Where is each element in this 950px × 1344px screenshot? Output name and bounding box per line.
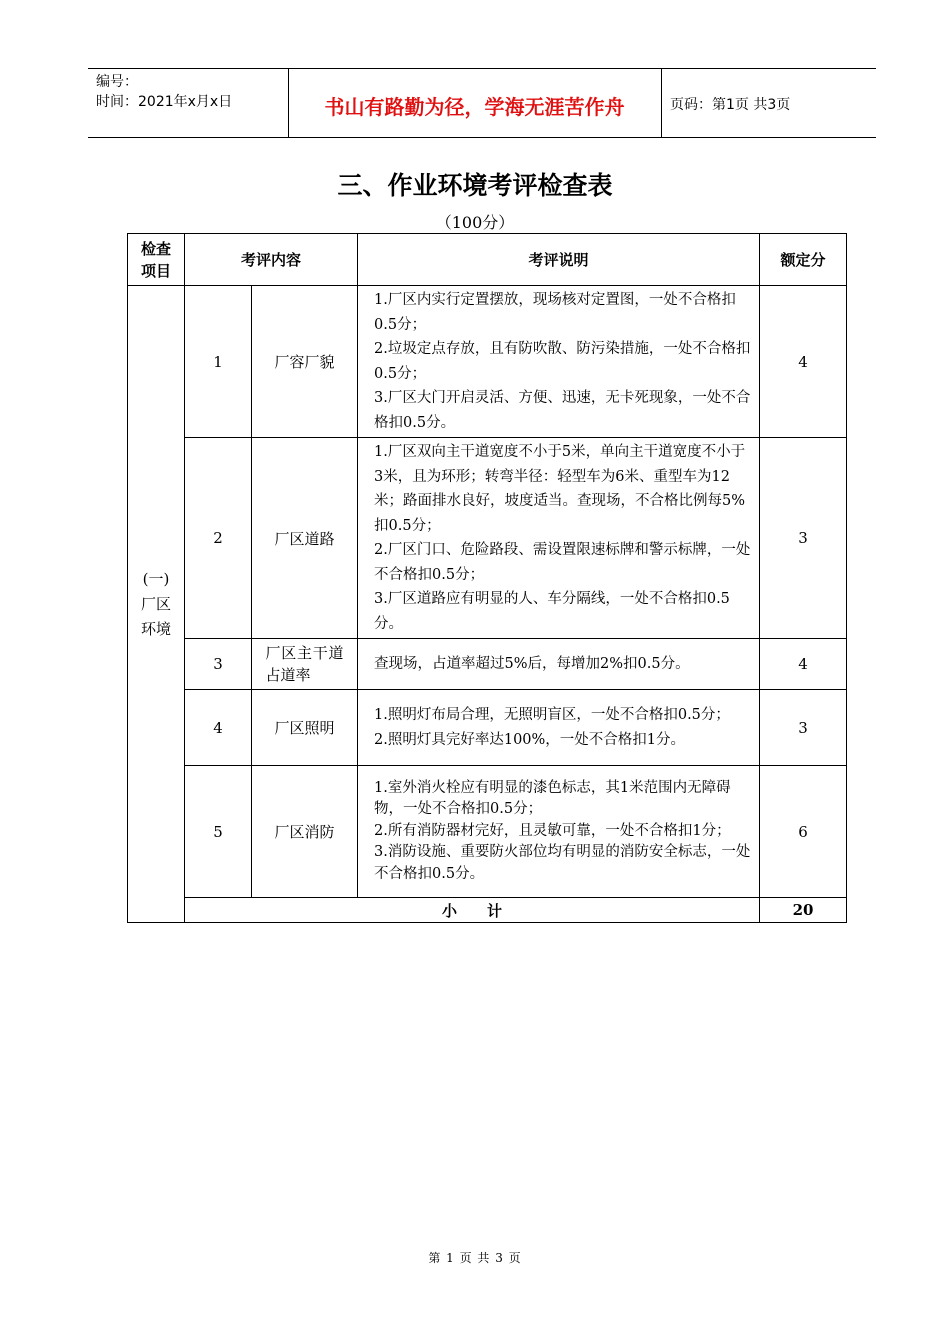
row-number: 2 [185, 438, 252, 639]
page-code: 页码：第1页 共3页 [670, 97, 791, 113]
header-content: 考评内容 [185, 234, 358, 286]
description-line: 1.室外消火栓应有明显的漆色标志，其1米范围内无障碍物，一处不合格扣0.5分； [374, 779, 731, 818]
description-line: 1.厂区双向主干道宽度不小于5米，单向主干道宽度不小于3米，且为环形；转弯半径：轻型车为6米、重型车为12米；路面排水良好，坡度适当。查现场，不合格比例每5%扣0.5分； [374, 444, 746, 534]
motto: 书山有路勤为径，学海无涯苦作舟 [324, 95, 625, 119]
category-cell: (一)厂区环境 [128, 286, 185, 923]
time-label: 时间：2021年x月x日 [96, 94, 233, 110]
header-item: 检查项目 [128, 234, 185, 286]
subtotal-label: 小 计 [185, 898, 760, 923]
description-line: 3.消防设施、重要防火部位均有明显的消防安全标志，一处不合格扣0.5分。 [374, 844, 751, 882]
row-description [358, 766, 760, 898]
description-line: 2.垃圾定点存放，且有防吹散、防污染措施，一处不合格扣0.5分； [374, 341, 751, 382]
header-motto-cell [288, 69, 662, 137]
row-name: 厂区道路 [252, 438, 358, 639]
row-score: 4 [760, 286, 847, 438]
description-line: 3.厂区大门开启灵活、方便、迅速，无卡死现象，一处不合格扣0.5分。 [374, 390, 751, 431]
header-explanation: 考评说明 [358, 234, 760, 286]
table-row [128, 639, 847, 690]
page-footer: 第 1 页 共 3 页 [428, 1251, 522, 1265]
row-number: 4 [185, 690, 252, 766]
row-description [358, 639, 760, 690]
row-number: 5 [185, 766, 252, 898]
row-number: 3 [185, 639, 252, 690]
row-description [358, 690, 760, 766]
header-page-cell [662, 69, 876, 137]
number-label: 编号： [96, 74, 138, 90]
row-score: 3 [760, 438, 847, 639]
table-row [128, 438, 847, 639]
row-name: 厂区照明 [252, 690, 358, 766]
row-score: 4 [760, 639, 847, 690]
description-line: 2.所有消防器材完好，且灵敏可靠，一处不合格扣1分； [374, 822, 731, 839]
row-number: 1 [185, 286, 252, 438]
description-line: 2.厂区门口、危险路段、需设置限速标牌和警示标牌，一处不合格扣0.5分； [374, 542, 751, 583]
description-line: 1.照明灯布局合理，无照明盲区，一处不合格扣0.5分； [374, 707, 730, 723]
row-score: 3 [760, 690, 847, 766]
table-row [128, 690, 847, 766]
row-name: 厂区消防 [252, 766, 358, 898]
page-subtitle: （100分） [435, 213, 515, 232]
description-line: 1.厂区内实行定置摆放，现场核对定置图，一处不合格扣0.5分； [374, 292, 736, 333]
row-description [358, 286, 760, 438]
table-header-row [128, 234, 847, 286]
table-row [128, 286, 847, 438]
header-score: 额定分 [760, 234, 847, 286]
page-header [88, 68, 876, 138]
subtotal-value: 20 [760, 898, 847, 923]
row-description [358, 438, 760, 639]
row-name: 厂区主干道占道率 [252, 639, 358, 690]
subtotal-row [128, 898, 847, 923]
table-row [128, 766, 847, 898]
description-line: 查现场，占道率超过5%后，每增加2%扣0.5分。 [374, 655, 690, 672]
row-name: 厂容厂貌 [252, 286, 358, 438]
description-line: 2.照明灯具完好率达100%，一处不合格扣1分。 [374, 731, 686, 748]
page-title: 三、作业环境考评检查表 [337, 171, 613, 200]
row-score: 6 [760, 766, 847, 898]
description-line: 3.厂区道路应有明显的人、车分隔线，一处不合格扣0.5分。 [374, 591, 730, 632]
header-meta-cell [88, 69, 289, 137]
evaluation-table [127, 233, 847, 923]
